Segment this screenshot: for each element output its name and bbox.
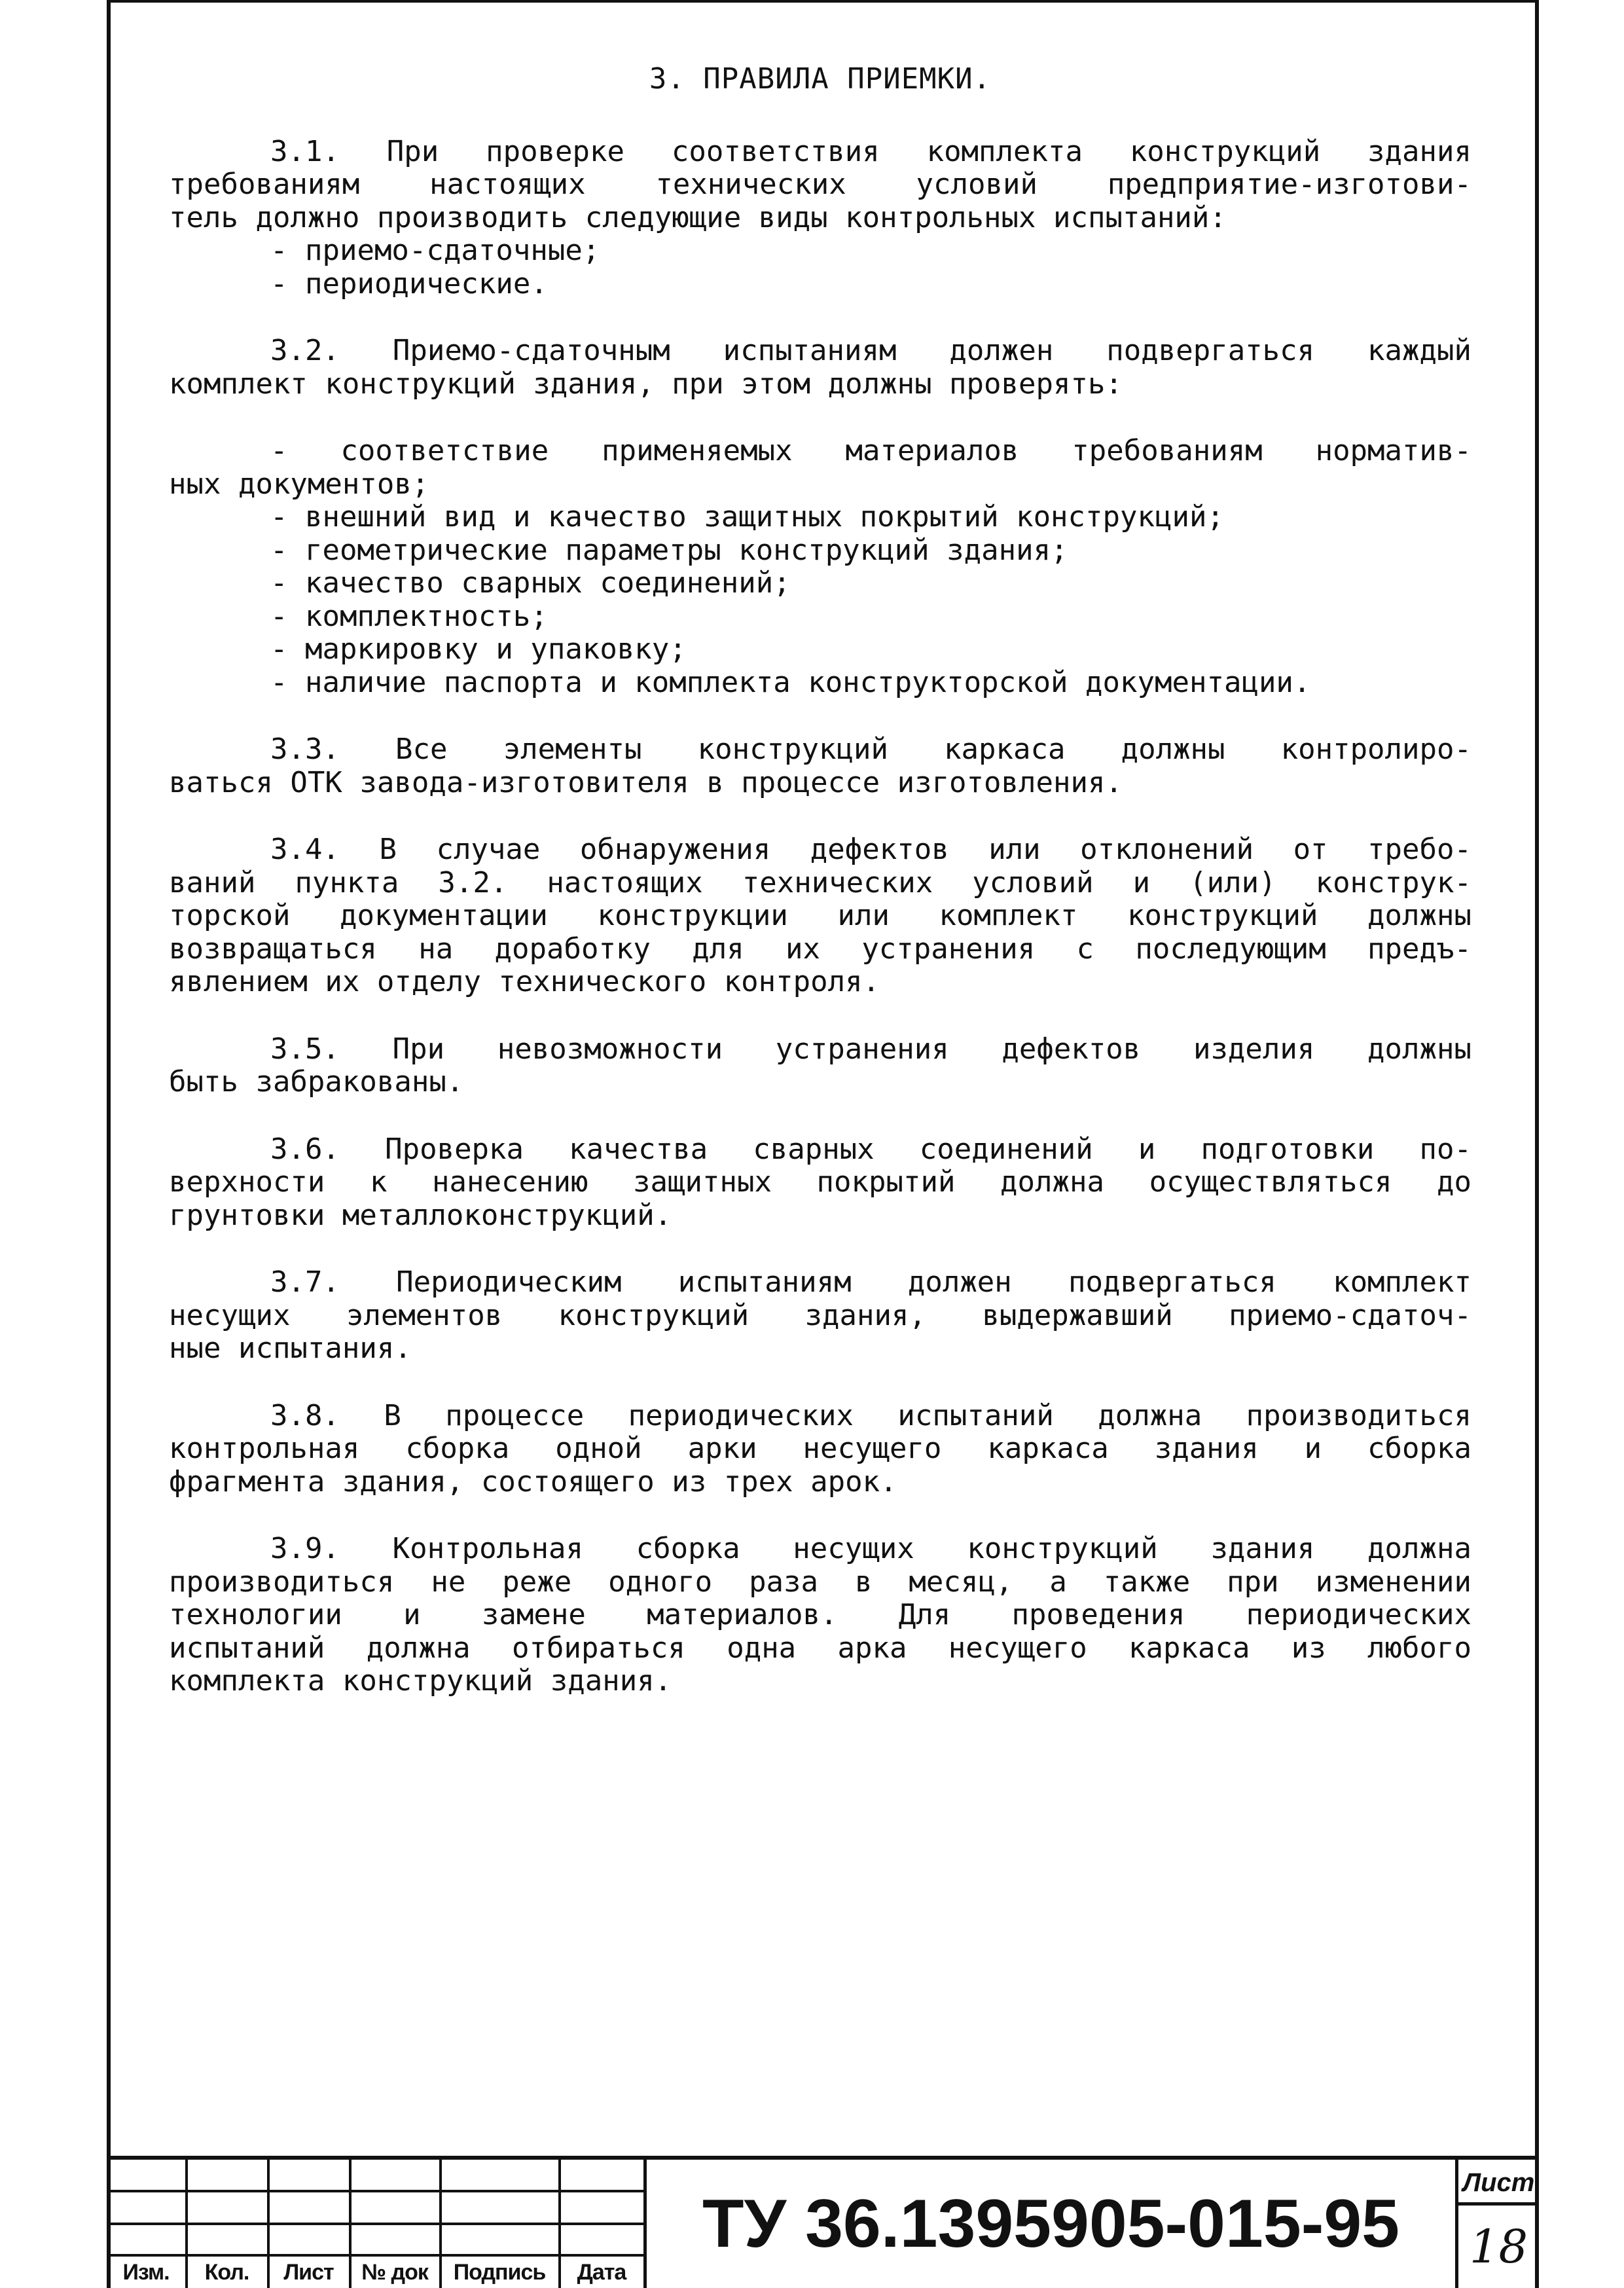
acceptance-checks-list xyxy=(169,435,1471,699)
paragraph-3-1 xyxy=(169,136,1471,235)
revision-column-headers xyxy=(107,2257,643,2288)
section-title: 3. ПРАВИЛА ПРИЕМКИ. xyxy=(649,62,992,96)
paragraph-3-9 xyxy=(169,1533,1471,1698)
text-line: ные испытания. xyxy=(169,1332,412,1365)
sheet-number-box xyxy=(1455,2160,1539,2288)
text-line: 3.5. При невозможности устранения дефектов изделия должны xyxy=(270,1032,1471,1066)
list-item-continuation: ных документов; xyxy=(169,467,429,501)
text-line: 3.8. В процессе периодических испытаний должна производиться xyxy=(270,1398,1471,1432)
paragraph-3-6 xyxy=(169,1133,1471,1233)
list-item: - приемо-сдаточные; xyxy=(270,234,600,267)
list-item: - внешний вид и качество защитных покрытий конструкций; xyxy=(270,500,1224,534)
text-line: 3.7. Периодическим испытаниям должен подвергаться комплект xyxy=(270,1265,1471,1299)
text-line: 3.2. Приемо-сдаточным испытаниям должен подвергаться каждый xyxy=(270,334,1471,367)
list-item: - геометрические параметры конструкций здания; xyxy=(270,533,1068,567)
list-item: - наличие паспорта и комплекта конструкторской документации. xyxy=(270,665,1311,699)
paragraph-3-3 xyxy=(169,733,1471,799)
paragraph-3-2 xyxy=(169,335,1471,401)
list-item: - периодические. xyxy=(270,266,548,300)
column-header-izm: Изм. xyxy=(122,2260,170,2285)
list-item: - маркировку и упаковку; xyxy=(270,632,687,666)
text-line: технологии и замене материалов. Для проведения периодических xyxy=(169,1598,1471,1631)
sheet-label: Лист xyxy=(1458,2160,1539,2206)
text-line: комплекта конструкций здания. xyxy=(169,1664,672,1698)
text-line: испытаний должна отбираться одна арка несущего каркаса из любого xyxy=(169,1631,1471,1665)
document-code: ТУ 36.1395905-015-95 xyxy=(643,2160,1455,2288)
column-header-date: Дата xyxy=(577,2260,626,2285)
text-line: 3.9. Контрольная сборка несущих конструкций здания должна xyxy=(270,1532,1471,1565)
text-line: ваться ОТК завода-изготовителя в процессе изготовления. xyxy=(169,765,1123,799)
text-line: требованиям настоящих технических условий предприятие-изготови- xyxy=(169,168,1471,201)
title-block xyxy=(107,2156,1539,2288)
text-line: 3.6. Проверка качества сварных соединений и подготовки по- xyxy=(270,1132,1471,1166)
paragraph-3-5 xyxy=(169,1033,1471,1099)
list-item: - комплектность; xyxy=(270,599,548,633)
column-header-kol: Кол. xyxy=(204,2260,249,2285)
revision-grid xyxy=(107,2160,643,2288)
text-line: производиться не реже одного раза в месяц, а также при изменении xyxy=(169,1565,1471,1599)
column-header-doc-number: № док xyxy=(361,2260,428,2285)
text-line: верхности к нанесению защитных покрытий должна осуществляться до xyxy=(169,1165,1471,1199)
text-line: 3.3. Все элементы конструкций каркаса должны контролиро- xyxy=(270,733,1471,766)
text-line: тель должно производить следующие виды контрольных испытаний: xyxy=(169,200,1227,234)
text-line: явлением их отделу технического контроля. xyxy=(169,965,880,998)
text-line: грунтовки металлоконструкций. xyxy=(169,1198,672,1232)
paragraph-3-7 xyxy=(169,1266,1471,1366)
text-line: быть забракованы. xyxy=(169,1065,464,1099)
paragraph-3-8 xyxy=(169,1400,1471,1499)
text-line: торской документации конструкции или комплект конструкций должны xyxy=(169,899,1471,932)
list-item: - качество сварных соединений; xyxy=(270,566,791,600)
text-line: возвращаться на доработку для их устранения с последующим предъ- xyxy=(169,932,1471,966)
text-line: несущих элементов конструкций здания, выдержавший приемо-сдаточ- xyxy=(169,1298,1471,1332)
paragraph-3-4 xyxy=(169,833,1471,999)
text-line: фрагмента здания, состоящего из трех арок. xyxy=(169,1464,897,1498)
column-header-list: Лист xyxy=(283,2260,334,2285)
text-line: комплект конструкций здания, при этом должны проверять: xyxy=(169,367,1123,401)
text-line: 3.1. При проверке соответствия комплекта конструкций здания xyxy=(270,134,1471,168)
test-types-list xyxy=(169,234,1471,300)
text-line: ваний пункта 3.2. настоящих технических условий и (или) конструк- xyxy=(169,865,1471,899)
text-line: контрольная сборка одной арки несущего каркаса здания и сборка xyxy=(169,1432,1471,1465)
sheet-number: 18 xyxy=(1469,2220,1528,2274)
list-item: - соответствие применяемых материалов требованиям норматив- xyxy=(270,434,1471,467)
text-line: 3.4. В случае обнаружения дефектов или отклонений от требо- xyxy=(270,833,1471,866)
column-header-signature: Подпись xyxy=(453,2260,546,2285)
document-body xyxy=(169,63,1471,1732)
